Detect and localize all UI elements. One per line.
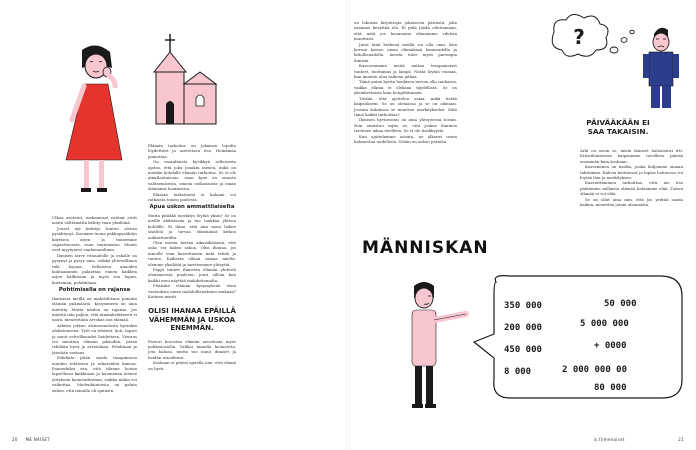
paragraph: on lukuisia kirjoittajia jokaisesta päivästä, joka saamme kesyttää elä. Ei pidä jäädä odottamaan, että mitä jos huomenna elämämme vihdoin muuttuisi. [354,20,457,42]
church-illustration [140,32,220,127]
left-column-1 [52,215,137,393]
paragraph: Ihmisissä meillä on mahdollisuus punnita elämän päämääriä. Kysymmeen on aina mietitty. Mutta näiden on rajansa. Jos mietitä niin paljon, että tämänhetkisestä ei nauti, menetetään arvokas osa elämää. [52,295,137,323]
paragraph: Tiedän, että ajattelen asiaa, mikä tietää kaipaukseni. Se on olemassa ja se on oikeaan. Jossain kohdassa se muuttuu merkitykseksi. Mitä tämä kaikki tarkoittaa? [354,95,457,117]
paragraph: Kun ajattelemme asioita, ne alkavat usein hahmottua uudelleen. Sehän on uskon perusta. [354,133,457,144]
section-heading: Apua uskon ammattilaiselta [149,204,235,211]
paragraph: Arkisin jatkuu olemassaolosta hyvinkin ahdistuneena. Työt on tehtävä, koti, lapset ja muut velvollisuudet hoidettava. Vieraus voi muuttaa elämän jaksoihin, joissa tehdään hyvä ja arvioidaan. Pohditaan ja jätetään vastaus. [52,322,137,355]
woman-in-red-dress-illustration [52,40,140,200]
money-number: + 0000 [594,341,627,351]
money-number: 80 000 [594,383,627,393]
right-column-1 [354,20,457,144]
paragraph: Jouset nyt kehitys tuntuu olevan pysähtynyt. Koemme tuona pakkopysähdys kiireisen arjen ja tunnemme vapauttavasta, vaan tuntematon. Monet ovat myytyneet vanhemmiltaan. [52,225,137,253]
section-heading: Pohtimisella on rajansa [58,287,131,294]
website-url: is.fi/menaiset [593,437,625,442]
money-number: 8 000 [504,367,532,377]
paragraph: Kasvaminen on matka, jonka kuljemme omaan tahtiimme. Kahvia keittäessä ja lapsia hoitaessa voi löytää ilon ja merkityksen. [580,164,683,181]
thinking-man-illustration [538,10,688,110]
paragraph: Pitäisikö elämän kysymyksiin etsiä vastauksia oman mahdollisuuksien mukaan? Kotinen mietti. [148,283,236,299]
pull-quote: OLISI IHANAA EPÄILLÄ VÄHEMMÄN JA USKOA ENEMMÄN. [148,307,236,333]
paragraph: Se on ollut aina niin, että jos yrittää saada kaiken, menettää jotain olennaista. [580,196,683,208]
paragraph: Ulkoa asetetut, mekaaniset rutiinit eivät meitä välttämättä kehity vaan yksilöinä. [52,215,137,226]
paragraph: Olen monta kertaa aikuisikäisenä, että usko voi hakea uskoa. Olisi ihanaa, jos minulle vain kerrottaisiin mitä tehdä ja tuntea. Kaikesta ollaan samaa mieltä: olemme yksilöitä ja tarvitsemme yhteyttä. [148,239,236,267]
folio-left [12,437,50,442]
magazine-name: ME NAISET [25,437,50,442]
paragraph: Juuri tänä hetkenä meillä voi olla onni. Kun kerran katsoo omaa elämäänsä kauneudella ja kiitollisuudella, meistä tulee myös parempia ihmisiä. [354,41,457,63]
paragraph: Koskaan ei pitäisi ajatella niin, että elämä on hyvä. [148,360,236,371]
paragraph: Ihmisen hyvinvointi on aina yhteydessä toisiin. Niin onnistuu myös se, että joskus ihminen tarvitsee aikaa itselleen. Se ei ole itsekkyyttä. [354,117,457,134]
left-column-2 [148,143,236,371]
paragraph: Pastori korostaa elämän arvoitusta myös pohkeaosiolla. Valikoi minulla kauneutta, jota haluaa, mutta tuo muut ihmiset ja heidän asioidensa. [148,338,236,360]
pointing-woman-illustration [400,278,470,418]
money-number: 50 000 [604,299,637,309]
paragraph: Ihmisen tarve rituaaleille ja uskolle on pysynyt ja pysyy aina, vaikka yhteisöllinen tuki hajoaa. Sellaisten ainoiden kohtaaminen palauttaa ennen kaikkea arjen hallintaan ja myös sen lopun, kuoleman, pohdintaan. [52,252,137,285]
folio-right [594,437,684,442]
paragraph: Kaavoittaminen tarkoittaa, että me itse päätämme millaista elämää haluamme elää. Toisen elämää ei voi elää. [580,180,683,197]
paragraph: Pappi tuntee ihmisten elämän yhdestä olennaisesta puolesta: juuri silloin kun kaikki muu näyttää mahdottomalta. [148,266,236,283]
main-title: MÄNNISKAN [362,238,489,258]
page-number: 20 [12,437,18,442]
paragraph: Mutta pitääkö merkitys löytää yksin? Se on meille ahdistavaa ja tuo taakkaa yhteen kohdille. Ei ihme, että niin moni hakee sisältöä ja turvaa elämäänsä kirkon auktoriteetilta. [148,212,236,240]
right-pull-heading: PÄIVÄÄKÄÄN EI SAA TAKAISIN. [586,118,650,136]
money-number: 200 000 [504,323,542,333]
paragraph: Tämä antaa hyvän henkisen turvan olla rauhassa, vaikka elämä ei olekaan täydellistä. Se on yksinkertaista kuin hengittäminen. [354,79,457,96]
money-number: 450 000 [504,345,542,355]
money-number: 5 000 000 [580,319,629,329]
right-page [348,0,696,450]
money-number: 2 000 000 00 [562,365,628,375]
question-mark: ? [573,25,585,49]
paragraph: Pohdinta pitää saada tasapainoon muiden tehtävien ja askareiden kanssa. Esimerkiksi sen, että tilanne hoitaa lapsellensi kaikkeaan ja huomenna menee yrityksiin kauneudestaan, vaikka niihin voi vaikuttaa. Mielenkiintoista on palata siihen, että minulla oli ajatusta. [52,355,137,393]
right-column-2 [580,148,683,207]
paragraph: Kasvussamme meitä auttaa tasapainoiset tunteet, luottamus ja lämpö. Niistä löytää voimaa, kun muuten olisi vaikeaa jatkaa. [354,63,457,80]
page-number: 21 [678,437,684,442]
paragraph: Arki on usein se, mistä ihmiset haluaisivat irti. Kriisitilanteessa kaipaamme tavallista päivää enemmän kuin koskaan. [580,148,683,164]
money-number: 350 000 [504,301,542,311]
paragraph: Elämän tarkoitus on jokaisen lopulta löydettävä ja asetettava itse, Heinämaa painottaa. [148,143,236,159]
paragraph: Elämän tarkoitusta ei kukaan voi ratkaista toisen puolesta. [148,191,236,203]
money-speech-bubble [470,272,686,404]
paragraph: On vaaraltaista kyvikkyä sellaisesta ajatus, että joku jonakin meistä, mikä on meidän kohdalle elämän tarkoitus. Se ei ole ainutlaatuisuus, vaan kyse on omasta valitsemisesta, omista ratkaisuista ja oman elämänsä luomisesta. [148,159,236,192]
